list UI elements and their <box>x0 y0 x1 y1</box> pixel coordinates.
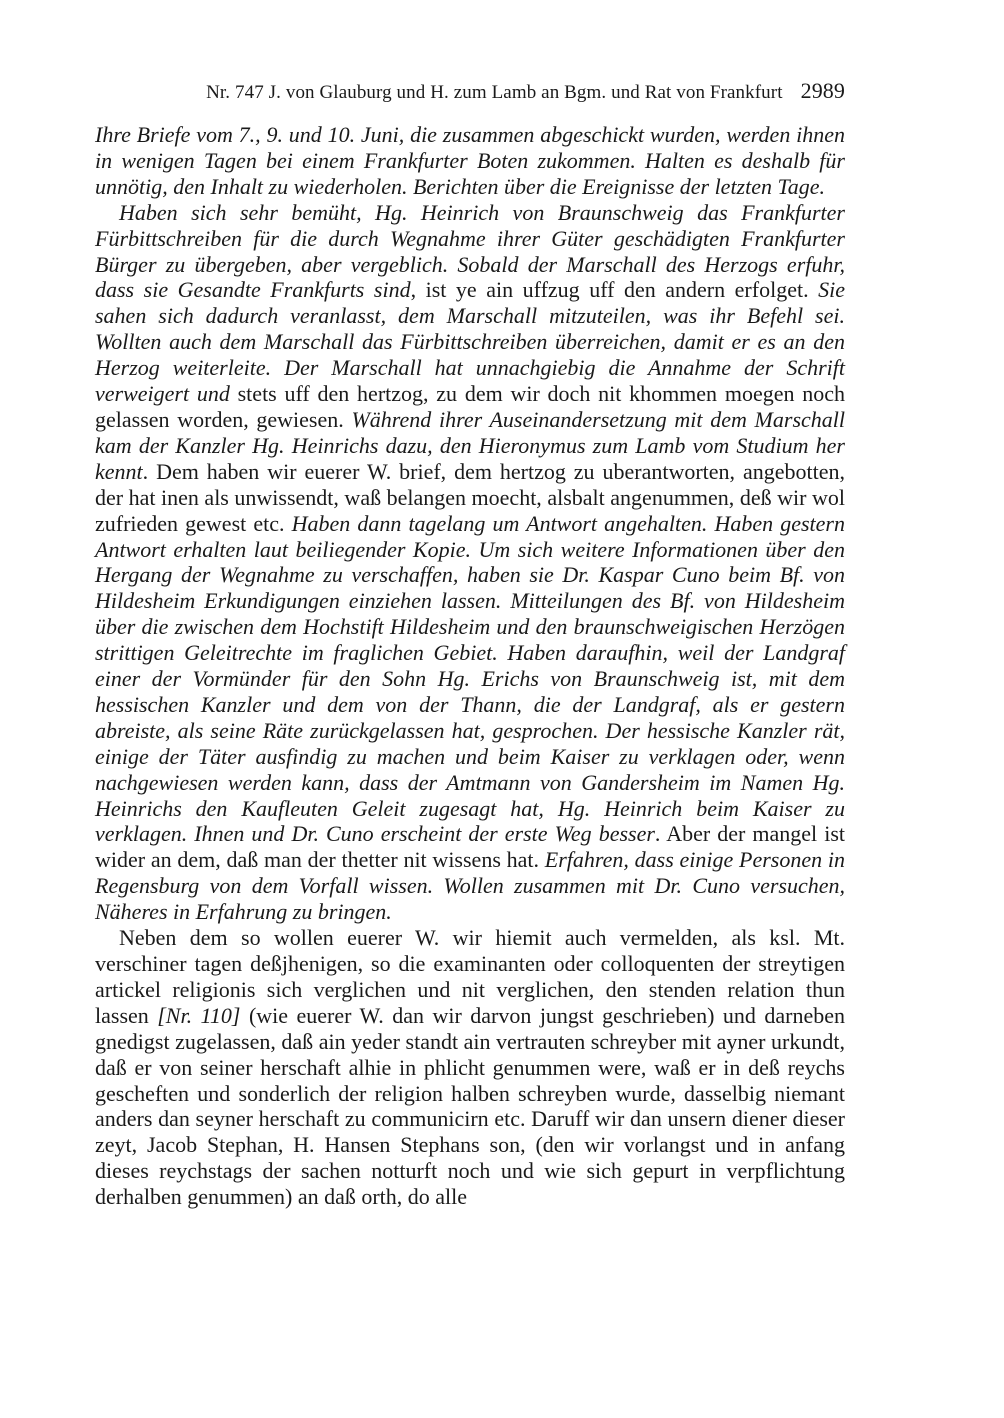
roman-segment: , ist ye ain uffzug uff den andern erfolget. <box>410 277 819 303</box>
roman-segment: . Dem haben wir euerer W. brief, dem hertzog zu uberantworten, angebotten, der hat inen als unwissendt, waß belangen moecht, alsbalt angenummen, deß wir wol zufrieden gewest etc. <box>95 458 845 536</box>
paragraph <box>95 122 845 200</box>
roman-segment: Neben dem so wollen euerer W. wir hiemit auch vermelden, als ksl. Mt. verschiner tagen deßjhenigen, so die examinanten oder colloquenten der streytigen artickel religionis sich verglichen und nit verglichen, den stenden relation thun lassen <box>95 925 845 1028</box>
body-text <box>95 122 845 1210</box>
paragraph <box>95 200 845 925</box>
italic-segment: Haben sich sehr bemüht, Hg. Heinrich von Braunschweig das Frankfurter Fürbittschreiben für die durch Wegnahme ihrer Güter geschädigten Frankfurter Bürger zu übergeben, aber vergeblich. Sobald der Marschall des Herzogs erfuhr, dass sie Gesandte Frankfurts sind <box>95 199 845 303</box>
roman-segment: . Aber der mangel ist wider an dem, daß man der thetter nit wissens hat. <box>95 821 845 873</box>
roman-segment: (wie euerer W. dan wir darvon jungst geschrieben) und darneben gnedigst zugelassen, daß ain yeder standt ain vertrauten schreyber mit ayner urkundt, daß er von seiner herschaft alhie in phlicht genummen were, waß er in deß reychs gescheften und sonderlich der religion halben schreyben wurde, dasselbig niemant anders dan seyner herschaft zu communicirn etc. Daruff wir dan unsern diener dieser zeyt, Jacob Stephan, H. Hansen Stephans son, (den wir vorlangst und in anfang dieses reychstags der sachen notturft noch und wie sich gepurt in verpflichtung derhalben genummen) an daß orth, do alle <box>95 1002 846 1210</box>
cross-reference: [Nr. 110] <box>157 1002 241 1028</box>
page-number: 2989 <box>800 78 845 103</box>
italic-segment: Sie sahen sich dadurch veranlasst, dem Marschall mitzuteilen, was ihr Befehl sei. Wollten auch dem Marschall das Fürbittschreiben überreichen, damit er es an den Herzog weiterleite. Der Marschall hat unnachgiebig die Annahme der Schrift verweigert und <box>95 277 845 407</box>
paragraph <box>95 925 845 1210</box>
italic-segment: Während ihrer Auseinandersetzung mit dem Marschall kam der Kanzler Hg. Heinrichs dazu, den Hieronymus zum Lamb vom Studium her kennt <box>95 406 845 484</box>
italic-segment: Ihre Briefe vom 7., 9. und 10. Juni, die zusammen abgeschickt wurden, werden ihnen in wenigen Tagen bei einem Frankfurter Boten zukommen. Halten es deshalb für unnötig, den Inhalt zu wiederholen. Berichten über die Ereignisse der letzten Tage. <box>95 122 845 199</box>
roman-segment: stets uff den hertzog, zu dem wir doch nit khommen moegen noch gelassen worden, gewiesen. <box>95 381 845 432</box>
document-page <box>95 78 845 1210</box>
running-header <box>95 78 845 108</box>
italic-segment: Erfahren, dass einige Personen in Regensburg von dem Vorfall wissen. Wollen zusammen mit Dr. Cuno versuchen, Näheres in Erfahrung zu bringen. <box>95 847 845 925</box>
running-title: Nr. 747 J. von Glauburg und H. zum Lamb an Bgm. und Rat von Frankfurt <box>206 82 783 103</box>
italic-segment: Haben dann tagelang um Antwort angehalten. Haben gestern Antwort erhalten laut beiliegender Kopie. Um sich weitere Informationen über den Hergang der Wegnahme zu verschaffen, haben sie Dr. Kaspar Cuno beim Bf. von Hildesheim Erkundigungen einziehen lassen. Mitteilungen des Bf. von Hildesheim über die zwischen dem Hochstift Hildesheim und den braunschweigischen Herzögen strittigen Geleitrechte im fraglichen Gebiet. Haben daraufhin, weil der Landgraf einer der Vormünder für den Sohn Hg. Erichs von Braunschweig ist, mit dem hessischen Kanzler und dem von der Thann, die der Landgraf, als er gestern abreiste, als seine Räte zurückgelassen hat, gesprochen. Der hessische Kanzler rät, einige der Täter ausfindig zu machen und beim Kaiser zu verklagen oder, wenn nachgewiesen werden kann, dass der Amtmann von Gandersheim im Namen Hg. Heinrichs den Kaufleuten Geleit zugesagt hat, Hg. Heinrich beim Kaiser zu verklagen. Ihnen und Dr. Cuno erscheint der erste Weg besser <box>95 510 845 847</box>
